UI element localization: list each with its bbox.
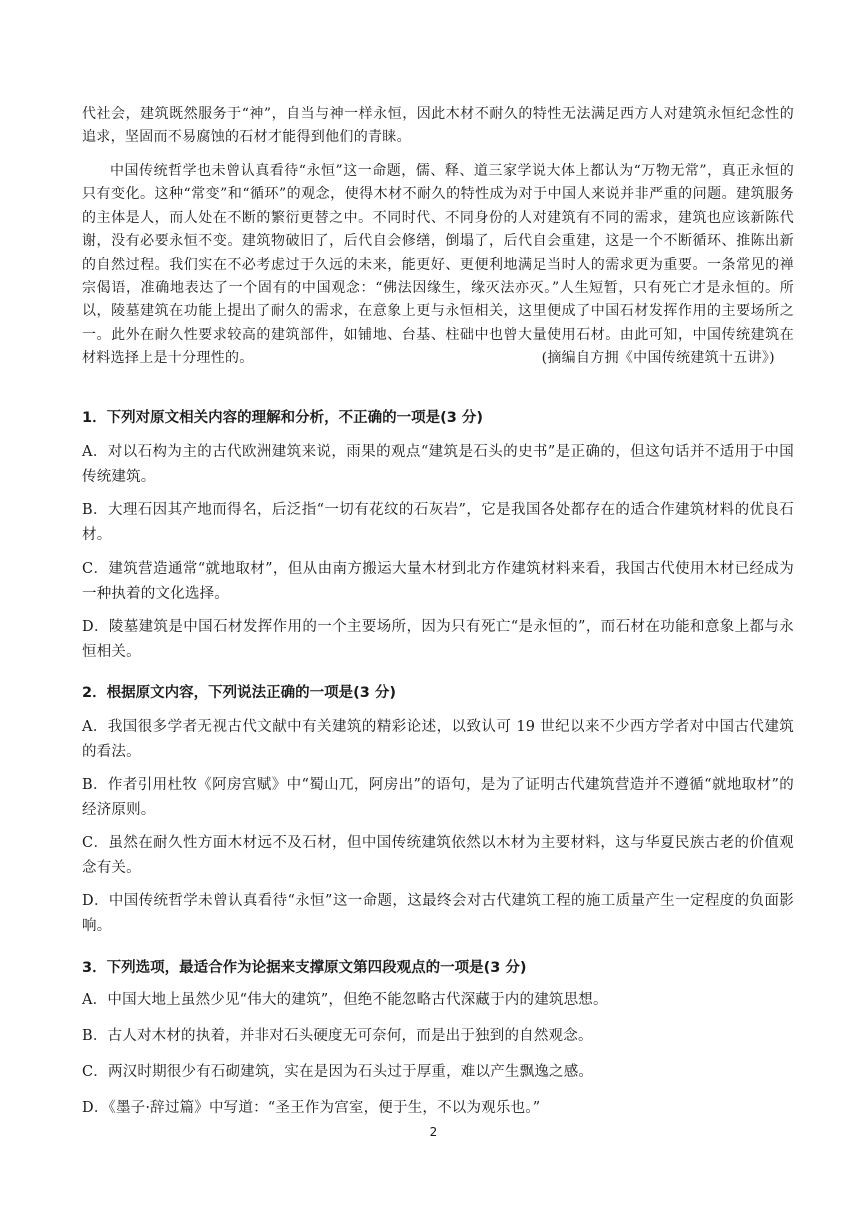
question-2-option-d: D．中国传统哲学未曾认真看待“永恒”这一命题，这最终会对古代建筑工程的施工质量产生一定程度的负面影响。 (82, 893, 794, 934)
question-1-option-a: A．对以石构为主的古代欧洲建筑来说，雨果的观点“建筑是石头的史书”是正确的，但这句话并不适用于中国传统建筑。 (82, 444, 794, 485)
question-3-option-c: C．两汉时期很少有石砌建筑，实在是因为石头过于厚重，难以产生飘逸之感。 (82, 1064, 594, 1080)
question-1-option-c: C．建筑营造通常“就地取材”，但从由南方搬运大量木材到北方作建筑材料来看，我国古代使用木材已经成为一种执着的文化选择。 (82, 561, 794, 602)
passage-paragraph-2 (82, 160, 794, 371)
question-2-title: 2．根据原文内容，下列说法正确的一项是(3 分) (82, 685, 396, 701)
passage-paragraph-2-text: 中国传统哲学也未曾认真看待“永恒”这一命题，儒、释、道三家学说大体上都认为“万物无常”，真正永恒的只有变化。这种“常变”和“循环”的观念，使得木材不耐久的特性成为对于中国人来说并非严重的问题。建筑服务的主体是人，而人处在不断的繁衍更替之中。不同时代、不同身份的人对建筑有不同的需求，建筑也应该新陈代谢，没有必要永恒不变。建筑物破旧了，后代自会修缮，倒塌了，后代自会重建，这是一个不断循环、推陈出新的自然过程。我们实在不必考虑过于久远的未来，能更好、更便利地满足当时人的需求更为重要。一条常见的禅宗偈语，准确地表达了一个固有的中国观念：“佛法因缘生，缘灭法亦灭。”人生短暂，只有死亡才是永恒的。所以，陵墓建筑在功能上提出了耐久的需求，在意象上更与永恒相关，这里便成了中国石材发挥作用的主要场所之一。此外在耐久性要求较高的建筑部件，如铺地、台基、柱础中也曾大量使用石材。由此可知，中国传统建筑在材料选择上是十分理性的。 (82, 163, 794, 367)
question-3-title: 3．下列选项，最适合作为论据来支撑原文第四段观点的一项是(3 分) (82, 960, 527, 976)
question-1-option-b: B．大理石因其产地而得名，后泛指“一切有花纹的石灰岩”，它是我国各处都存在的适合作建筑材料的优良石材。 (82, 502, 794, 543)
question-2-option-b: B．作者引用杜牧《阿房宫赋》中“蜀山兀，阿房出”的语句，是为了证明古代建筑营造并不遵循“就地取材”的经济原则。 (82, 777, 794, 818)
question-3-option-d: D．《墨子·辞过篇》中写道：“圣王作为宫室，便于生，不以为观乐也。” (82, 1100, 541, 1116)
page-number: 2 (429, 1125, 438, 1139)
question-1-title: 1．下列对原文相关内容的理解和分析，不正确的一项是(3 分) (82, 410, 483, 426)
source-citation: (摘编自方拥《中国传统建筑十五讲》) (541, 350, 775, 367)
question-1-option-d: D．陵墓建筑是中国石材发挥作用的一个主要场所，因为只有死亡“是永恒的”，而石材在功能和意象上都与永恒相关。 (82, 619, 794, 660)
question-3-option-b: B．古人对木材的执着，并非对石头硬度无可奈何，而是出于独到的自然观念。 (82, 1028, 593, 1044)
question-3-option-a: A．中国大地上虽然少见“伟大的建筑”，但绝不能忽略古代深藏于内的建筑思想。 (82, 992, 608, 1008)
passage-paragraph-1: 代社会，建筑既然服务于“神”，自当与神一样永恒，因此木材不耐久的特性无法满足西方人对建筑永恒纪念性的追求，坚固而不易腐蚀的石材才能得到他们的青睐。 (82, 106, 794, 146)
question-2-option-c: C．虽然在耐久性方面木材远不及石材，但中国传统建筑依然以木材为主要材料，这与华夏民族古老的价值观念有关。 (82, 835, 794, 876)
question-2-option-a: A．我国很多学者无视古代文献中有关建筑的精彩论述，以致认可 19 世纪以来不少西方学者对中国古代建筑的看法。 (82, 719, 794, 760)
